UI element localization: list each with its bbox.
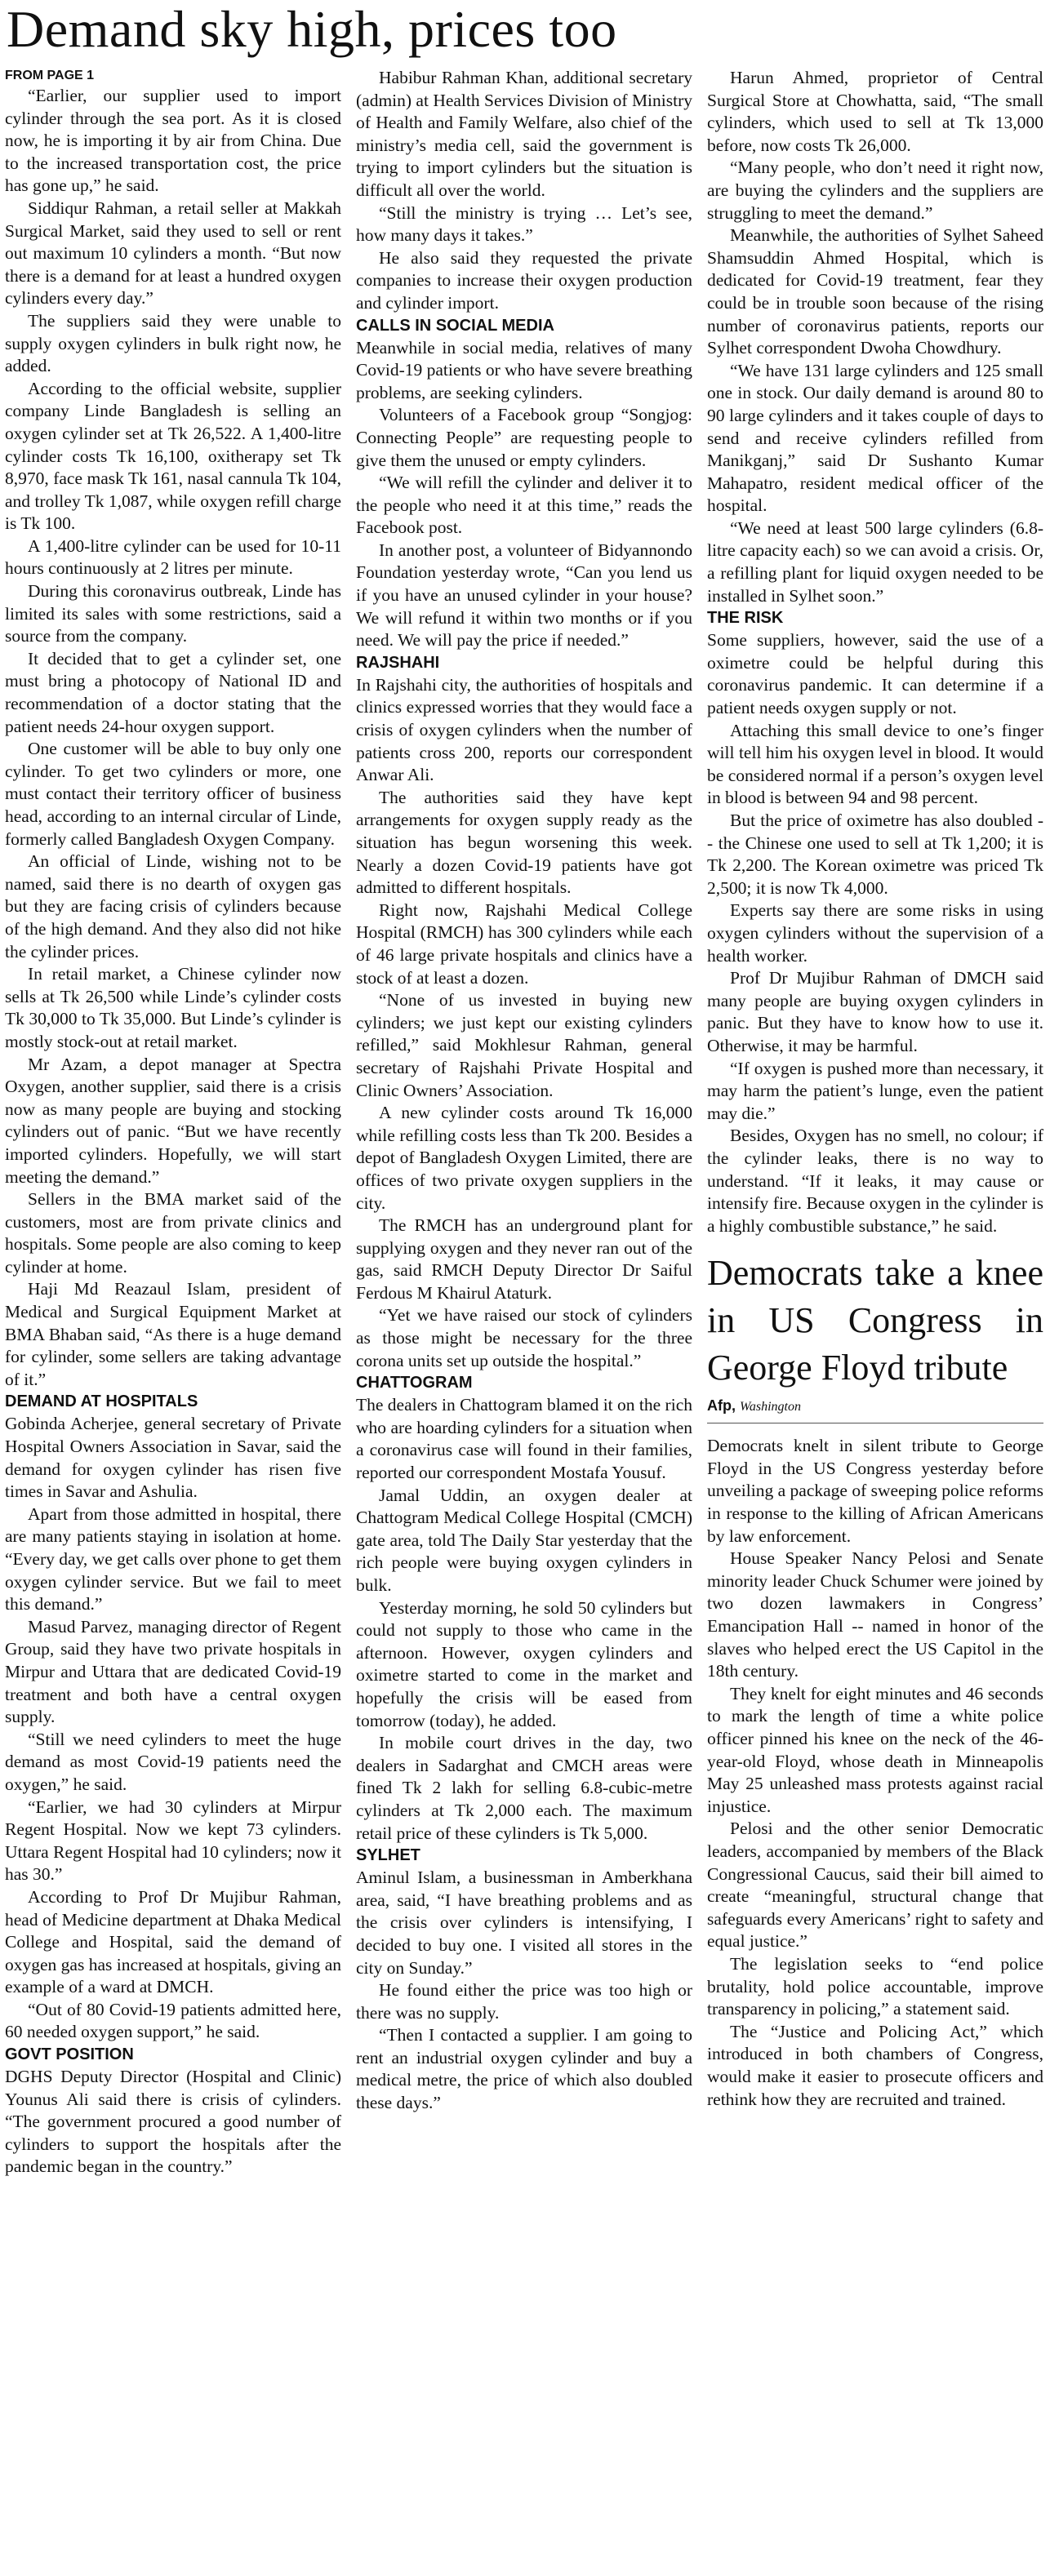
paragraph: “Out of 80 Covid-19 patients admitted here, 60 needed oxygen support,” he said.: [5, 1999, 341, 2042]
paragraph: House Speaker Nancy Pelosi and Senate minority leader Chuck Schumer were joined by two dozen lawmakers in Congress’ Emancipation Hall -- named in honor of the slaves who helped erect the US Capitol in the 18th century.: [707, 1548, 1043, 1681]
from-page-label: FROM PAGE 1: [5, 69, 95, 82]
paragraph: A new cylinder costs around Tk 16,000 while refilling costs less than Tk 200. Besides a depot of Bangladesh Oxygen Limited, there are offices of two private oxygen suppliers in the city.: [356, 1103, 692, 1213]
paragraph: Volunteers of a Facebook group “Songjog: Connecting People” are requesting people to give them the unused or empty cylinders.: [356, 405, 692, 470]
paragraph: The “Justice and Policing Act,” which introduced in both chambers of Congress, would make it easier to prosecute officers and rethink how they are recruited and trained.: [707, 2021, 1043, 2109]
paragraph: During this coronavirus outbreak, Linde has limited its sales with some restrictions, said a source from the company.: [5, 581, 341, 646]
paragraph: Aminul Islam, a businessman in Amberkhana area, said, “I have breathing problems and as the crisis over cylinders is intensifying, I decided to buy one. I visited all stores in the city on Sunday.”: [356, 1868, 692, 1978]
paragraph: “We will refill the cylinder and deliver it to the people who need it at this time,” reads the Facebook post.: [356, 473, 692, 538]
section-subhead: CALLS IN SOCIAL MEDIA: [356, 316, 554, 335]
byline-agency: Afp,: [707, 1397, 736, 1415]
paragraph: According to the official website, supplier company Linde Bangladesh is selling an oxygen cylinder set at Tk 26,522. A 1,400-litre cylinder costs Tk 16,100, oxitherapy set Tk 8,970, face mask Tk 161, nasal cannula Tk 104, and trolley Tk 1,087, while oxygen refill charge is Tk 100.: [5, 378, 341, 534]
section-subhead: SYLHET: [356, 1846, 420, 1865]
paragraph: Prof Dr Mujibur Rahman of DMCH said many people are buying oxygen cylinders in panic. But they have to know how to use it. Otherwise, it may be harmful.: [707, 968, 1043, 1055]
paragraph: The authorities said they have kept arrangements for oxygen supply ready as the situation has begun worsening this week. Nearly a dozen Covid-19 patients have got admitted to different hospitals.: [356, 787, 692, 898]
paragraph: “Many people, who don’t need it right now, are buying the cylinders and the suppliers are struggling to meet the demand.”: [707, 158, 1043, 223]
paragraph: Yesterday morning, he sold 50 cylinders but could not supply to those who came in the afternoon. However, oxygen cylinders and oximetre started to come in the market and hopefully the crisis will be eased from tomorrow (today), he added.: [356, 1597, 692, 1730]
paragraph: Besides, Oxygen has no smell, no colour; if the cylinder leaks, there is no way to understand. “If it leaks, it may cause or intensify fire. Because oxygen in the cylinder is a highly combustible substance,” he said.: [707, 1126, 1043, 1236]
column-2: [356, 67, 692, 2178]
paragraph: Experts say there are some risks in using oxygen cylinders without the supervision of a health worker.: [707, 900, 1043, 966]
paragraph: “Earlier, we had 30 cylinders at Mirpur Regent Hospital. Now we kept 73 cylinders. Uttara Regent Hospital had 10 cylinders; now it has 30.”: [5, 1797, 341, 1885]
paragraph: In another post, a volunteer of Bidyannondo Foundation yesterday wrote, “Can you lend us if you have an unused cylinder in your house? We will refund it within two months or if you need. We will pay the price if needed.”: [356, 540, 692, 651]
paragraph: Sellers in the BMA market said of the customers, most are from private clinics and hospitals. Some people are also coming to keep cylinder at home.: [5, 1189, 341, 1277]
section-subhead: RAJSHAHI: [356, 653, 440, 672]
byline-place: Washington: [740, 1400, 801, 1415]
paragraph: Haji Md Reazaul Islam, president of Medical and Surgical Equipment Market at BMA Bhaban said, “As there is a huge demand for cylinder, some sellers are taking advantage of it.”: [5, 1279, 341, 1389]
paragraph: “Then I contacted a supplier. I am going to rent an industrial oxygen cylinder and buy a medical metre, the price of which also doubled these days.”: [356, 2025, 692, 2113]
paragraph: Meanwhile, the authorities of Sylhet Saheed Shamsuddin Ahmed Hospital, which is dedicated for Covid-19 treatment, fear they could be in trouble soon because of the rising number of coronavirus patients, reports our Sylhet correspondent Dwoha Chowdhury.: [707, 225, 1043, 358]
paragraph: Pelosi and the other senior Democratic leaders, accompanied by members of the Black Congressional Caucus, said their bill aimed to create “meaningful, structural change that safeguards every Americans’ right to safety and equal justice.”: [707, 1819, 1043, 1952]
paragraph: “None of us invested in buying new cylinders; we just kept our existing cylinders refilled,” said Mokhlesur Rahman, general secretary of Rajshahi Private Hospital and Clinic Owners’ Association.: [356, 990, 692, 1100]
paragraph: Some suppliers, however, said the use of a oximetre could be helpful during this coronavirus pandemic. It can determine if a patient needs oxygen supply or not.: [707, 630, 1043, 718]
section-subhead: GOVT POSITION: [5, 2045, 134, 2064]
column-3: [707, 67, 1043, 2178]
paragraph: Apart from those admitted in hospital, there are many patients staying in isolation at home. “Every day, we get calls over phone to get them oxygen cylinder service. But we fail to meet this demand.”: [5, 1503, 341, 1614]
section-subhead: CHATTOGRAM: [356, 1374, 473, 1392]
paragraph: Harun Ahmed, proprietor of Central Surgical Store at Chowhatta, said, “The small cylinders, which used to sell at Tk 13,000 before, now costs Tk 26,000.: [707, 68, 1043, 155]
paragraph: But the price of oximetre has also doubled -- the Chinese one used to sell at Tk 1,200; it is Tk 2,200. The Korean oximetre was priced Tk 2,500; it is now Tk 4,000.: [707, 811, 1043, 898]
paragraph: The suppliers said they were unable to supply oxygen cylinders in bulk right now, he added.: [5, 310, 341, 376]
paragraph: “Earlier, our supplier used to import cylinder through the sea port. As it is closed now, he is importing it by air from China. Due to the increased transportation cost, the price has gone up,” he said.: [5, 86, 341, 196]
paragraph: It decided that to get a cylinder set, one must bring a photocopy of National ID and recommendation of a doctor stating that the patient needs 24-hour oxygen support.: [5, 648, 341, 736]
paragraph: One customer will be able to buy only one cylinder. To get two cylinders or more, one must contact their territory officer of business head, according to an internal circular of Linde, formerly called Bangladesh Oxygen Company.: [5, 739, 341, 849]
paragraph: Attaching this small device to one’s finger will tell him his oxygen level in blood. It would be considered normal if a person’s oxygen level in blood is between 94 and 98 percent.: [707, 720, 1043, 808]
paragraph: Habibur Rahman Khan, additional secretary (admin) at Health Services Division of Ministry of Health and Family Welfare, also chief of the ministry’s media cell, said the government is trying to import cylinders but the situation is difficult all over the world.: [356, 68, 693, 200]
paragraph: In mobile court drives in the day, two dealers in Sadarghat and CMCH areas were fined Tk 2 lakh for selling 6.8-cubic-metre cylinders at Tk 2,000 each. The maximum retail price of these cylinders is Tk 5,000.: [356, 1733, 692, 1843]
paragraph: “Yet we have raised our stock of cylinders as those might be necessary for the three corona units set up outside the hospital.”: [356, 1305, 692, 1370]
paragraph: According to Prof Dr Mujibur Rahman, head of Medicine department at Dhaka Medical College and Hospital, said the demand of oxygen gas has increased at hospitals, giving an example of a ward at DMCH.: [5, 1886, 341, 1997]
column-3-body: [707, 67, 1043, 1237]
paragraph: An official of Linde, wishing not to be named, said there is no dearth of oxygen gas but they are facing crisis of cylinders because of the high demand. And they also did not hike the cylinder prices.: [5, 851, 341, 962]
paragraph: In Rajshahi city, the authorities of hospitals and clinics expressed worries that they would face a crisis of oxygen cylinders when the number of patients cross 200, reports our correspondent Anwar Ali.: [356, 674, 692, 785]
byline: [707, 1397, 1043, 1423]
paragraph: Masud Parvez, managing director of Regent Group, said they have two private hospitals in Mirpur and Uttara that are dedicated Covid-19 treatment and both have a central oxygen supply.: [5, 1616, 341, 1727]
paragraph: He also said they requested the private companies to increase their oxygen production and cylinder import.: [356, 247, 692, 313]
secondary-story: [707, 1249, 1043, 2111]
paragraph: “Still the ministry is trying … Let’s see, how many days it takes.”: [356, 202, 692, 246]
paragraph: Mr Azam, a depot manager at Spectra Oxygen, another supplier, said there is a crisis now as many people are buying and stocking cylinders out of panic. “But we have recently imported cylinders. Hopefully, we will start meeting the demand.”: [5, 1054, 341, 1187]
column-1: [5, 67, 341, 2178]
paragraph: The dealers in Chattogram blamed it on the rich who are hoarding cylinders for a situation when a coronavirus case will found in their families, reported our correspondent Mostafa Yousuf.: [356, 1395, 692, 1483]
paragraph: Right now, Rajshahi Medical College Hospital (RMCH) has 300 cylinders while each of 46 large private hospitals and clinics have a stock of at least a dozen.: [356, 899, 692, 988]
secondary-headline: Democrats take a knee in US Congress in George Floyd tribute: [707, 1253, 1043, 1388]
article-columns: [5, 67, 1045, 2178]
paragraph: “We have 131 large cylinders and 125 small one in stock. Our daily demand is around 80 to 90 large cylinders and it takes couple of days to send and receive cylinders refilled from Manikganj,” said Dr Sushanto Kumar Mahapatro, resident medical officer of the hospital.: [707, 360, 1043, 516]
paragraph: Jamal Uddin, an oxygen dealer at Chattogram Medical College Hospital (CMCH) gate area, told The Daily Star yesterday that the rich people were buying oxygen cylinders in bulk.: [356, 1485, 692, 1595]
paragraph: The RMCH has an underground plant for supplying oxygen and they never ran out of the gas, said RMCH Deputy Director Dr Saiful Ferdous M Khairul Ataturk.: [356, 1215, 692, 1303]
paragraph: They knelt for eight minutes and 46 seconds to mark the length of time a white police officer pinned his knee on the neck of the 46-year-old Floyd, whose death in Minneapolis May 25 unleashed mass protests against racial injustice.: [707, 1683, 1043, 1816]
paragraph: DGHS Deputy Director (Hospital and Clinic) Younus Ali said there is crisis of cylinders. “The government procured a good number of cylinders to support the hospitals after the pandemic began in the country.”: [5, 2067, 341, 2177]
paragraph: He found either the price was too high or there was no supply.: [356, 1980, 692, 2023]
paragraph: The legislation seeks to “end police brutality, hold police accountable, improve transparency in policing,” a statement said.: [707, 1953, 1043, 2019]
paragraph: “Still we need cylinders to meet the huge demand as most Covid-19 patients need the oxygen,” he said.: [5, 1729, 341, 1794]
paragraph: Meanwhile in social media, relatives of many Covid-19 patients or who have severe breathing problems, are seeking cylinders.: [356, 337, 692, 402]
section-subhead: THE RISK: [707, 609, 784, 628]
paragraph: Gobinda Acherjee, general secretary of Private Hospital Owners Association in Savar, said the demand for oxygen cylinder has risen five times in Savar and Ashulia.: [5, 1414, 341, 1502]
paragraph: A 1,400-litre cylinder can be used for 10-11 hours continuously at 2 litres per minute.: [5, 535, 341, 579]
secondary-story-body: [707, 1435, 1043, 2111]
paragraph: In retail market, a Chinese cylinder now sells at Tk 26,500 while Linde’s cylinder costs Tk 30,000 to Tk 35,000. But Linde’s cylinder is mostly stock-out at retail market.: [5, 964, 341, 1051]
paragraph: Democrats knelt in silent tribute to George Floyd in the US Congress yesterday before unveiling a package of sweeping police reforms in response to the killing of African Americans by law enforcement.: [707, 1436, 1043, 1546]
section-subhead: DEMAND AT HOSPITALS: [5, 1392, 198, 1411]
main-headline: Demand sky high, prices too: [7, 0, 617, 58]
paragraph: Siddiqur Rahman, a retail seller at Makkah Surgical Market, said they used to sell or rent out maximum 10 cylinders a month. “But now there is a demand for at least a hundred oxygen cylinders every day.”: [5, 198, 341, 309]
paragraph: “We need at least 500 large cylinders (6.8-litre capacity each) so we can avoid a crisis. Or, a refilling plant for liquid oxygen needed to be installed in Sylhet soon.”: [707, 517, 1043, 606]
paragraph: “If oxygen is pushed more than necessary, it may harm the patient’s lunge, even the patient may die.”: [707, 1058, 1043, 1123]
